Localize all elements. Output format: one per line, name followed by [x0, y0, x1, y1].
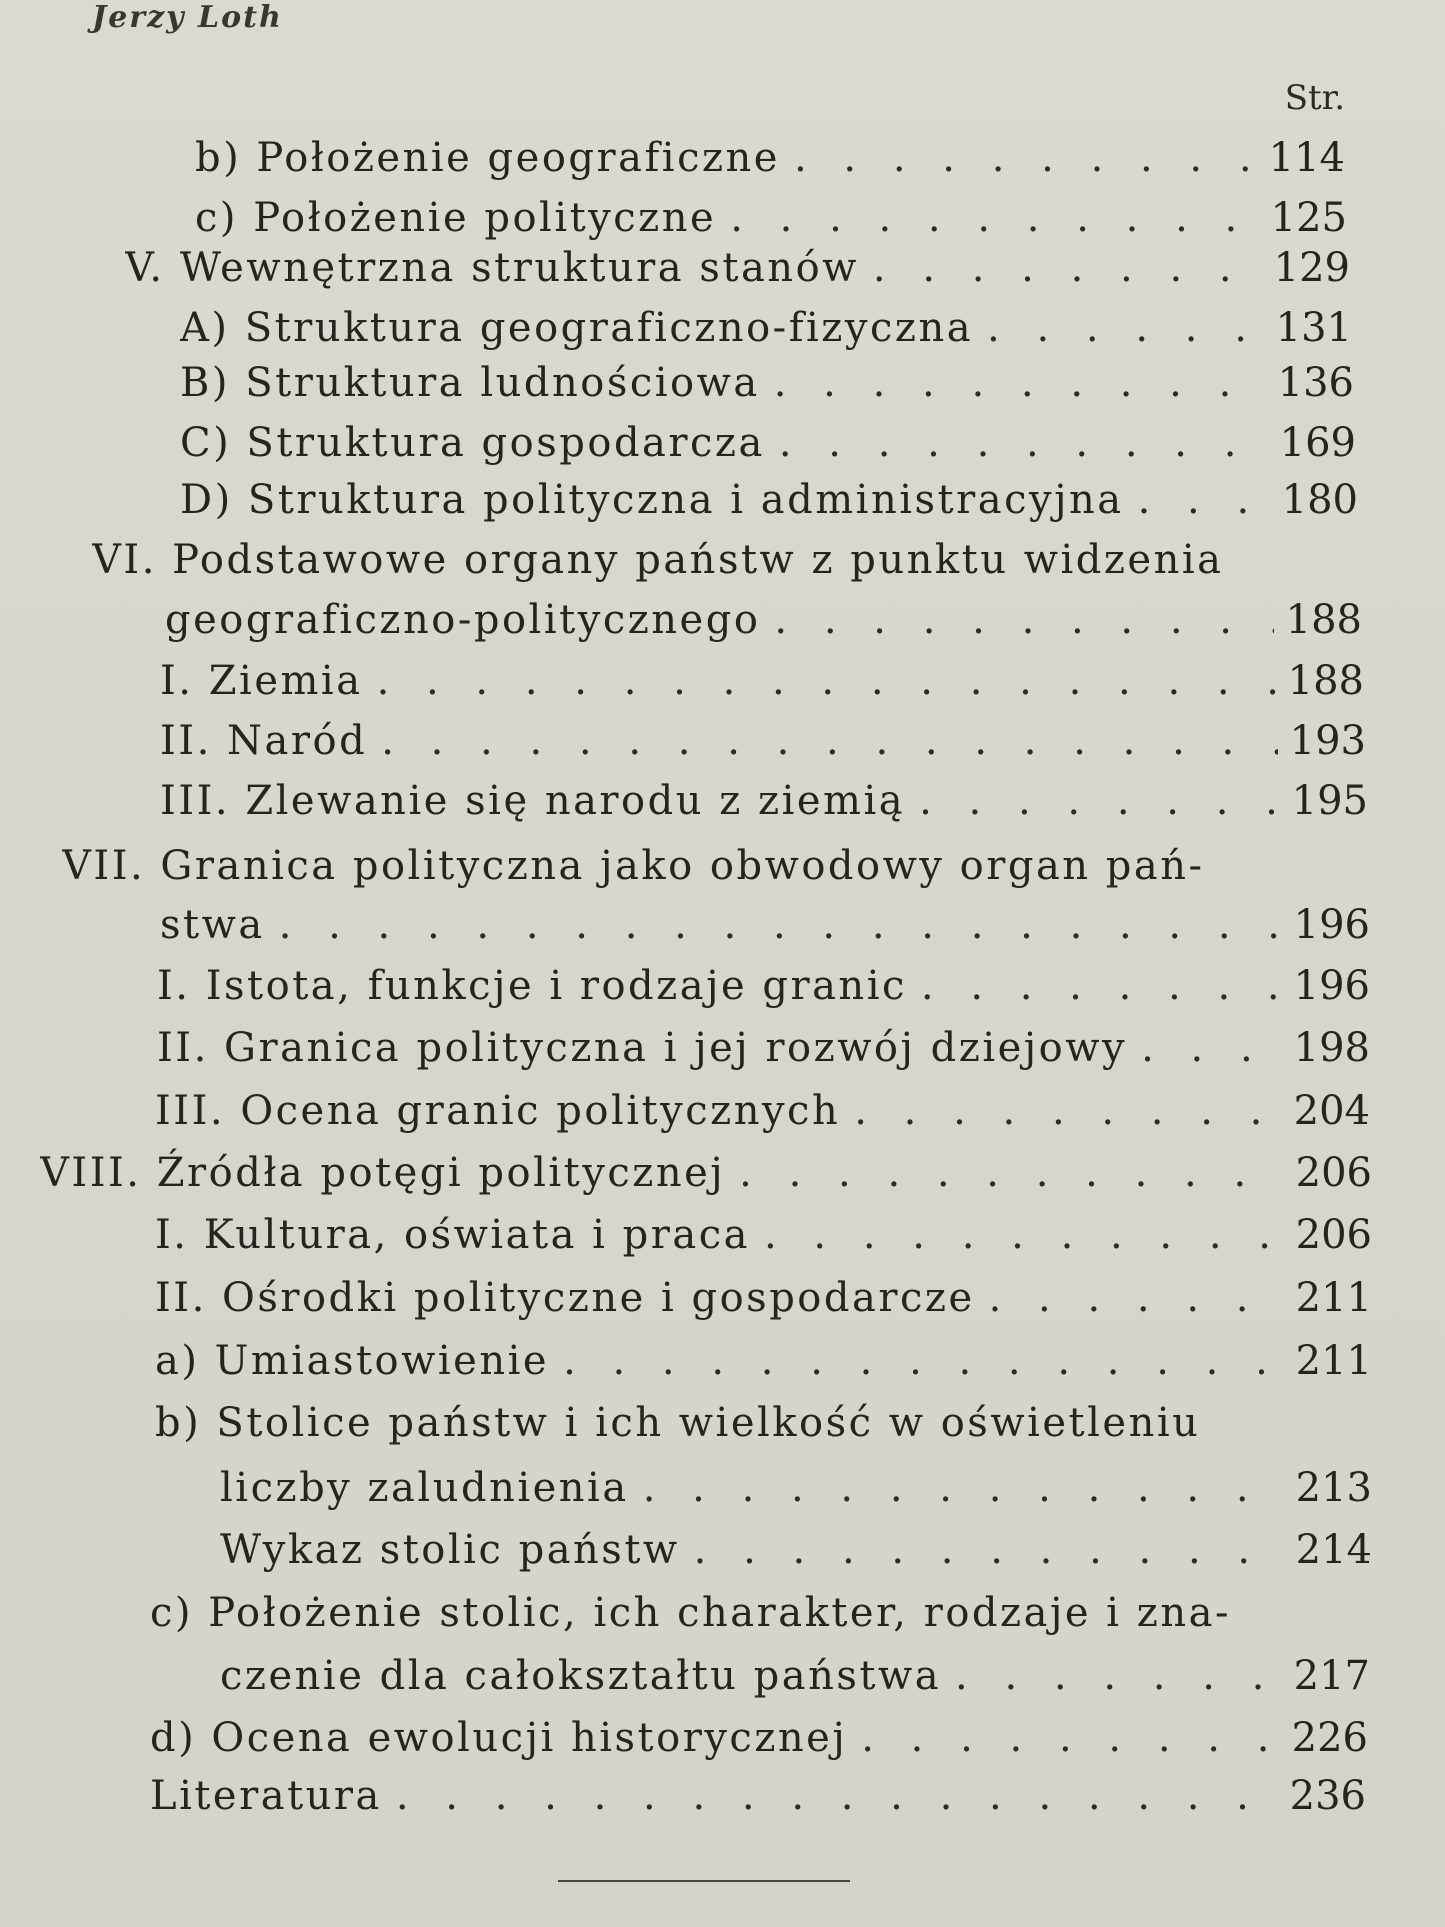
dot-leader [377, 653, 1276, 709]
toc-entry [160, 897, 1370, 953]
toc-entry-page: 236 [1289, 1773, 1366, 1819]
dot-leader [919, 773, 1280, 829]
dot-leader [873, 240, 1262, 296]
dot-leader [1138, 472, 1270, 528]
dot-leader [739, 1145, 1284, 1201]
toc-entry-page: 211 [1295, 1275, 1372, 1321]
toc-entry-page: 136 [1277, 360, 1354, 406]
dot-leader [563, 1333, 1284, 1389]
toc-entry-label: a) Umiastowienie [155, 1338, 550, 1384]
dot-leader [854, 1083, 1282, 1139]
toc-entry-label: stwa [160, 902, 265, 948]
toc-entry-label: I. Kultura, oświata i praca [155, 1212, 750, 1258]
toc-entry-page: 125 [1270, 195, 1347, 241]
toc-entry [157, 958, 1370, 1014]
toc-entry-label: I. Istota, funkcje i rodzaje granic [157, 963, 907, 1009]
end-rule-divider [558, 1880, 850, 1882]
toc-entry [160, 653, 1364, 709]
toc-entry-page: 226 [1291, 1715, 1368, 1761]
toc-entry [155, 1083, 1370, 1139]
toc-entry-label: C) Struktura gospodarcza [180, 420, 765, 466]
toc-entry [155, 1270, 1372, 1326]
dot-leader [779, 415, 1268, 471]
toc-entry-page: 196 [1293, 963, 1370, 1009]
toc-entry-label: VI. Podstawowe organy państw z punktu widzenia [92, 537, 1224, 583]
toc-entry [160, 713, 1366, 769]
toc-entry-label: I. Ziemia [160, 658, 363, 704]
toc-entry-page: 131 [1275, 305, 1352, 351]
dot-leader [1141, 1020, 1282, 1076]
toc-entry-label: d) Ocena ewolucji historycznej [150, 1715, 848, 1761]
toc-entry-label: liczby zaludnienia [220, 1465, 629, 1511]
toc-entry-page: 204 [1293, 1088, 1370, 1134]
toc-entry [220, 1460, 1372, 1516]
toc-entry-heading [62, 838, 1368, 894]
dot-leader [987, 300, 1264, 356]
toc-entry-page: 180 [1281, 477, 1358, 523]
toc-entry-label: A) Struktura geograficzno-fizyczna [180, 305, 974, 351]
dot-leader [396, 1768, 1278, 1824]
dot-leader [279, 897, 1282, 953]
toc-entry [180, 415, 1356, 471]
toc-entry [180, 472, 1358, 528]
dot-leader [643, 1460, 1284, 1516]
toc-entry-label: II. Granica polityczna i jej rozwój dziejowy [157, 1025, 1128, 1071]
toc-entry [195, 130, 1345, 186]
toc-entry [40, 1145, 1372, 1201]
toc-entry-page: 169 [1279, 420, 1356, 466]
toc-entry-page: 195 [1291, 778, 1368, 824]
toc-entry [195, 190, 1347, 246]
dot-leader [774, 592, 1274, 648]
toc-entry-heading [150, 1585, 1372, 1641]
toc-entry-label: D) Struktura polityczna i administracyjna [180, 477, 1124, 523]
toc-entry [155, 1207, 1372, 1263]
toc-entry [155, 1333, 1372, 1389]
toc-entry-page: 188 [1287, 658, 1364, 704]
toc-entry [160, 773, 1368, 829]
dot-leader [381, 713, 1278, 769]
toc-entry-page: 213 [1295, 1465, 1372, 1511]
toc-entry-label: II. Naród [160, 718, 368, 764]
toc-entry-label: c) Położenie stolic, ich charakter, rodzaje i zna- [150, 1590, 1231, 1636]
toc-entry-page: 206 [1295, 1150, 1372, 1196]
dot-leader [955, 1648, 1282, 1704]
dot-leader [730, 190, 1259, 246]
running-header-author: Jerzy Loth [92, 0, 283, 35]
toc-entry-label: III. Zlewanie się narodu z ziemią [160, 778, 906, 824]
toc-entry-label: II. Ośrodki polityczne i gospodarcze [155, 1275, 975, 1321]
toc-entry-label: b) Położenie geograficzne [195, 135, 780, 181]
dot-leader [694, 1522, 1284, 1578]
toc-entry-page: 129 [1273, 245, 1350, 291]
toc-entry-label: VII. Granica polityczna jako obwodowy organ pań- [62, 843, 1205, 889]
toc-entry [150, 1710, 1368, 1766]
toc-entry [220, 1648, 1370, 1704]
toc-entry [165, 592, 1362, 648]
toc-entry-label: Literatura [150, 1773, 382, 1819]
toc-entry-heading [92, 532, 1362, 588]
toc-entry-page: 211 [1295, 1338, 1372, 1384]
toc-entry-label: geograficzno-politycznego [165, 597, 761, 643]
toc-entry-page: 217 [1293, 1653, 1370, 1699]
dot-leader [774, 355, 1266, 411]
toc-entry-page: 214 [1295, 1527, 1372, 1573]
toc-entry-page: 188 [1285, 597, 1362, 643]
dot-leader [794, 130, 1257, 186]
toc-entry [125, 240, 1350, 296]
toc-entry [180, 355, 1354, 411]
dot-leader [989, 1270, 1284, 1326]
toc-entry-label: Wykaz stolic państw [220, 1527, 680, 1573]
toc-entry [150, 1768, 1366, 1824]
page-column-label: Str. [1284, 78, 1345, 118]
toc-entry-page: 193 [1289, 718, 1366, 764]
toc-entry [157, 1020, 1370, 1076]
dot-leader [921, 958, 1282, 1014]
toc-entry-page: 198 [1293, 1025, 1370, 1071]
toc-entry-label: VIII. Źródła potęgi politycznej [40, 1150, 726, 1196]
toc-entry-label: czenie dla całokształtu państwa [220, 1653, 942, 1699]
toc-entry [220, 1522, 1372, 1578]
toc-entry-page: 196 [1293, 902, 1370, 948]
toc-entry-page: 206 [1295, 1212, 1372, 1258]
toc-entry-label: c) Położenie polityczne [195, 195, 717, 241]
dot-leader [861, 1710, 1280, 1766]
toc-entry-label: b) Stolice państw i ich wielkość w oświetleniu [155, 1400, 1201, 1446]
toc-entry-label: B) Struktura ludnościowa [180, 360, 760, 406]
toc-entry-label: V. Wewnętrzna struktura stanów [125, 245, 859, 291]
toc-entry-label: III. Ocena granic politycznych [155, 1088, 841, 1134]
toc-entry-heading [155, 1395, 1372, 1451]
toc-entry [180, 300, 1352, 356]
dot-leader [764, 1207, 1284, 1263]
toc-entry-page: 114 [1268, 135, 1345, 181]
